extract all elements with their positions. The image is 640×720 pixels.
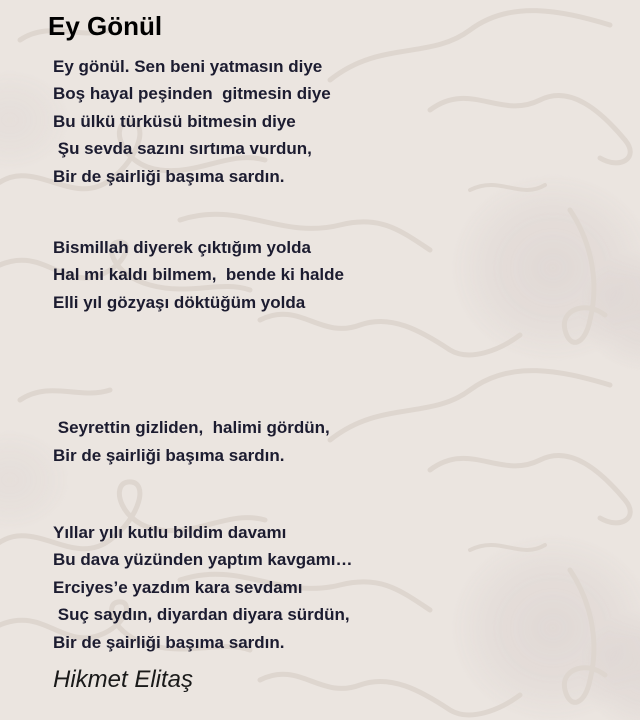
- poem-body: [53, 53, 620, 695]
- poem-stanza-1: [53, 53, 620, 190]
- poem-title: Ey Gönül: [48, 11, 163, 41]
- poem-line: Bismillah diyerek çıktığım yolda: [53, 238, 311, 258]
- poem-line: Bir de şairliği başıma sardın.: [53, 445, 285, 465]
- poem-line: Bir de şairliği başıma sardın.: [53, 166, 285, 186]
- poem-line: Ey gönül. Sen beni yatmasın diye: [53, 57, 323, 76]
- poem-line: Boş hayal peşinden gitmesin diye: [53, 84, 331, 104]
- poem-line: Seyrettin gizliden, halimi gördün,: [53, 418, 330, 438]
- poem-line: Bu ülkü türküsü bitmesin diye: [53, 111, 296, 131]
- poem-line: Hal mi kaldı bilmem, bende ki halde: [53, 265, 344, 285]
- poem-line: Bir de şairliği başıma sardın.: [53, 632, 285, 652]
- poem-line: Yıllar yılı kutlu bildim davamı: [53, 523, 287, 543]
- poem-line: Elli yıl gözyaşı döktüğüm yolda: [53, 292, 306, 312]
- poem-author: Hikmet Elitaş: [53, 666, 194, 694]
- poem-line: Suç saydın, diyardan diyara sürdün,: [53, 605, 350, 625]
- poem-line: Bu dava yüzünden yaptım kavgamı…: [53, 550, 353, 570]
- poem-line: Şu sevda sazını sırtıma vurdun,: [53, 139, 312, 159]
- poem-stanza-3: [53, 414, 620, 469]
- poem-stanza-4: [53, 519, 620, 656]
- poem-stanza-2: [53, 234, 620, 316]
- poem-line: Erciyes’e yazdım kara sevdamı: [53, 577, 303, 597]
